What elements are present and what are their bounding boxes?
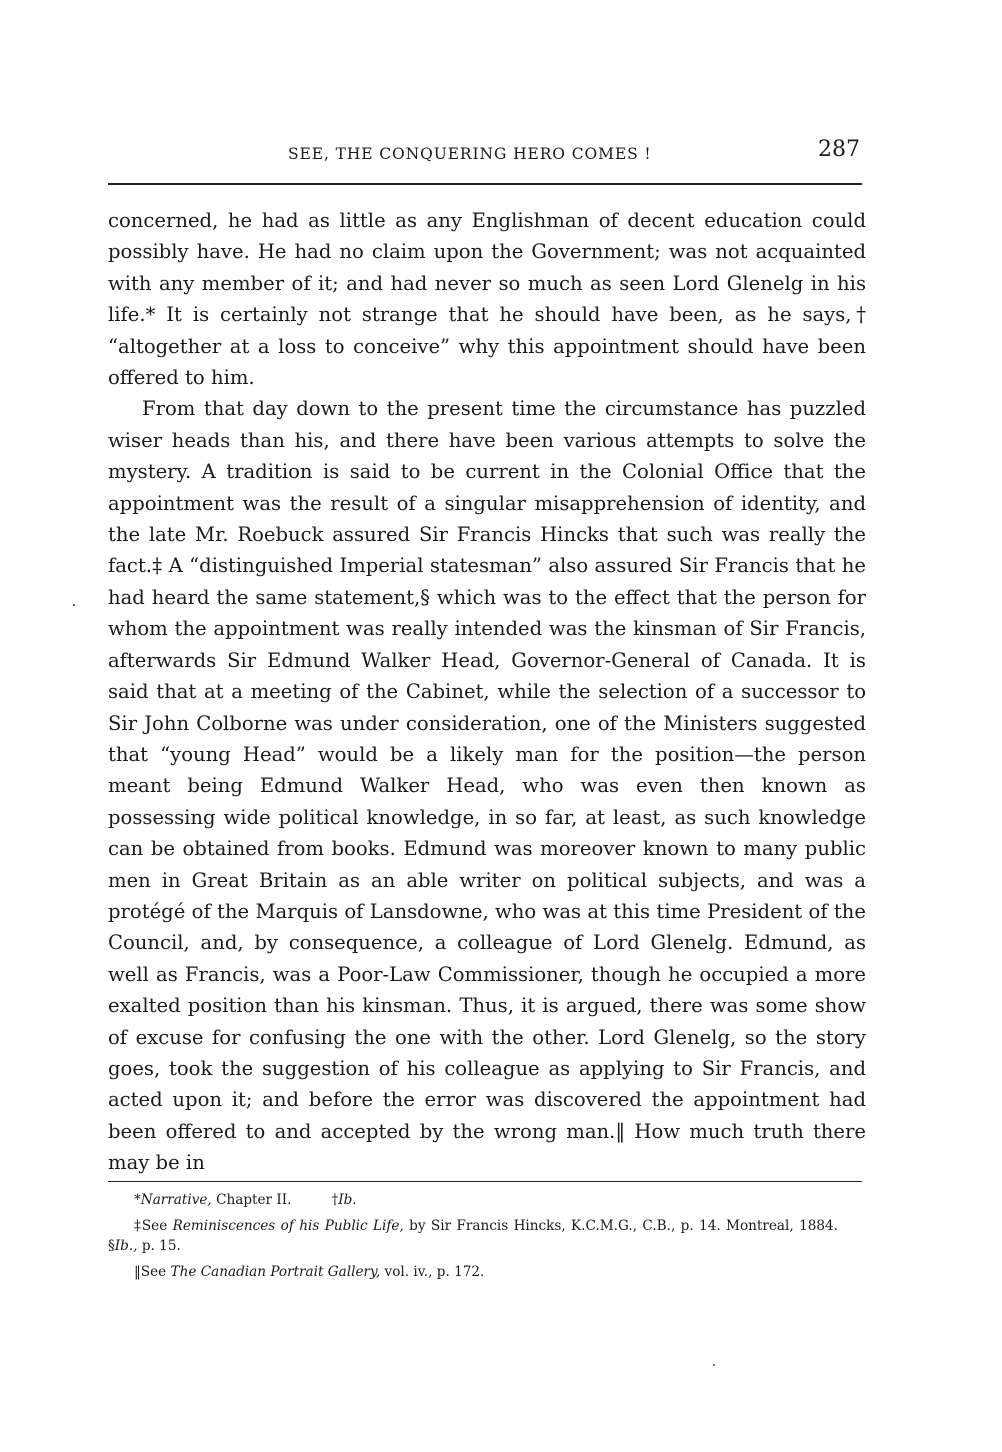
footnote-mark: § (108, 1238, 115, 1254)
body-text (108, 205, 866, 1179)
footnote-text: p. 15. (137, 1238, 181, 1254)
footnote-mark: † (331, 1192, 339, 1208)
scan-speck (73, 604, 75, 606)
running-title: SEE, THE CONQUERING HERO COMES ! (288, 145, 652, 163)
footnote-source-title: Narrative, (140, 1192, 212, 1208)
page-number: 287 (818, 137, 860, 162)
footnote-source-title: The Canadian Portrait Gallery, (170, 1264, 381, 1280)
scan-speck (713, 1364, 715, 1366)
footnote-mark: ‡See (134, 1218, 173, 1234)
footnote-text: vol. iv., p. 172. (380, 1264, 485, 1280)
footnote-mark: * (134, 1192, 141, 1208)
footnote-3-4 (108, 1216, 866, 1256)
footnote-source-title: Ib., (114, 1238, 138, 1254)
footnote-rule (108, 1181, 862, 1182)
paragraph-1: concerned, he had as little as any Englishman of decent education could possibly have. He had no claim upon the Government; was not acquainted with any member of it; and had never so much as seen Lord Glenelg in his life.* It is certainly not strange that he should have been, as he says,† “altogether at a loss to conceive” why this appointment should have been offered to him. (108, 209, 866, 390)
footnote-source-title: Reminiscences of his Public Life, (172, 1218, 404, 1234)
running-head (108, 137, 862, 173)
footnotes (108, 1190, 866, 1288)
header-rule (108, 183, 862, 185)
footnote-mark: ‖See (134, 1264, 171, 1280)
footnote-1-2 (108, 1190, 866, 1210)
footnote-5 (108, 1262, 866, 1282)
footnote-text: by Sir Francis Hincks, K.C.M.G., C.B., p. 14. Montreal, 1884. (403, 1218, 838, 1234)
paragraph-2: From that day down to the present time the circumstance has puzzled wiser heads than his, and there have been various attempts to solve the mystery. A tradition is said to be current in the Colonial Office that the appointment was the result of a singular misapprehension of identity, and the late Mr. Roebuck assured Sir Francis Hincks that such was really the fact.‡ A “distinguished Imperial statesman” also assured Sir Francis that he had heard the same statement,§ which was to the effect that the person for whom the appointment was really intended was the kinsman of Sir Francis, afterwards Sir Edmund Walker Head, Governor-General of Canada. It is said that at a meeting of the Cabinet, while the selection of a successor to Sir John Colborne was under consideration, one of the Ministers suggested that “young Head” would be a likely man for the position—the person meant being Edmund Walker Head, who was even then known as possessing wide political knowledge, in so far, at least, as such knowledge can be obtained from books. Edmund was moreover known to many public men in Great Britain as an able writer on political subjects, and was a protégé of the Marquis of Lansdowne, who was at this time President of the Council, and, by consequence, a colleague of Lord Glenelg. Edmund, as well as Francis, was a Poor-Law Commissioner, though he occupied a more exalted position than his kinsman. Thus, it is argued, there was some show of excuse for confusing the one with the other. Lord Glenelg, so the story goes, took the suggestion of his colleague as applying to Sir Francis, and acted upon it; and before the error was discovered the appointment had been offered to and accepted by the wrong man.‖ How much truth there may be in (108, 397, 866, 1175)
footnote-source-title: Ib. (338, 1192, 357, 1208)
footnote-text: Chapter II. (211, 1192, 292, 1208)
